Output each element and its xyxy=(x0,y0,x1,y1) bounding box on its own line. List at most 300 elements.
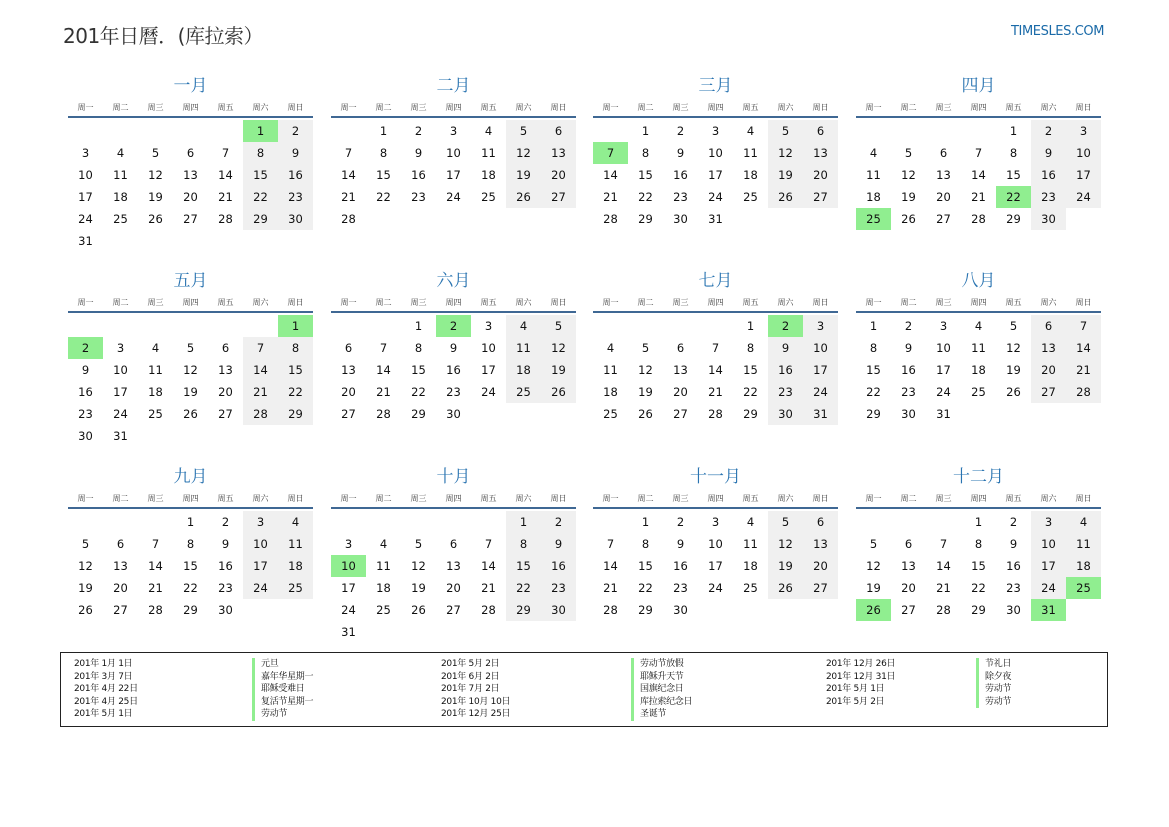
weekday-header: 周四 xyxy=(445,494,462,503)
day-cell: 31 xyxy=(803,403,838,425)
weekday-header: 周二 xyxy=(112,103,129,112)
month-block xyxy=(856,467,1101,647)
day-cell: 27 xyxy=(901,603,916,617)
day-cell: 17 xyxy=(936,363,951,377)
weekday-header: 周五 xyxy=(1005,103,1022,112)
day-cell: 30 xyxy=(901,407,916,421)
day-cell: 2 xyxy=(676,124,685,138)
weekday-header: 周五 xyxy=(1005,494,1022,503)
holiday-day-cell: 2 xyxy=(68,337,103,359)
weekday-header: 周五 xyxy=(1005,298,1022,307)
month-title: 八月 xyxy=(961,271,996,291)
weekday-header: 周六 xyxy=(1040,103,1057,112)
day-cell: 23 xyxy=(78,407,93,421)
day-cell: 10 xyxy=(803,337,838,359)
day-cell: 27 xyxy=(936,212,951,226)
month-title: 十月 xyxy=(436,467,471,487)
month-title: 九月 xyxy=(173,467,208,487)
day-cell: 4 xyxy=(746,515,755,529)
month-title: 二月 xyxy=(436,76,471,96)
month-block xyxy=(68,467,313,647)
holiday-day-cell: 7 xyxy=(593,142,628,164)
weekday-header: 周二 xyxy=(900,103,917,112)
day-cell: 27 xyxy=(341,407,356,421)
day-cell: 11 xyxy=(743,537,758,551)
weekday-header: 周三 xyxy=(410,103,427,112)
day-cell: 17 xyxy=(78,190,93,204)
holiday-day-cell: 31 xyxy=(1031,599,1066,621)
day-cell: 10 xyxy=(113,363,128,377)
weekday-header: 周日 xyxy=(287,103,304,112)
day-cell: 17 xyxy=(446,168,461,182)
weekday-header: 周日 xyxy=(1075,298,1092,307)
header-rule xyxy=(856,311,1101,313)
legend-date: 201年 4月 25日 xyxy=(74,696,138,707)
day-cell: 7 xyxy=(151,537,160,551)
day-cell: 11 xyxy=(1066,533,1101,555)
day-cell: 3 xyxy=(81,146,90,160)
month-title: 四月 xyxy=(961,76,996,96)
site-link[interactable]: TIMESLES.COM xyxy=(1011,24,1105,39)
month-block xyxy=(331,467,576,647)
day-cell: 24 xyxy=(243,577,278,599)
header-rule xyxy=(68,507,313,509)
day-cell: 26 xyxy=(506,186,541,208)
day-cell: 25 xyxy=(113,212,128,226)
day-cell: 9 xyxy=(1031,142,1066,164)
day-cell: 21 xyxy=(1066,359,1101,381)
day-cell: 8 xyxy=(641,146,650,160)
day-cell: 27 xyxy=(673,407,688,421)
weekday-header: 周三 xyxy=(410,298,427,307)
month-block xyxy=(593,467,838,647)
legend-date: 201年 4月 22日 xyxy=(74,684,138,694)
legend-holiday-name: 劳动节 xyxy=(976,696,1011,709)
day-cell: 27 xyxy=(113,603,128,617)
holiday-day-cell: 1 xyxy=(278,315,313,337)
day-cell: 7 xyxy=(1066,315,1101,337)
day-cell: 15 xyxy=(411,363,426,377)
day-cell: 24 xyxy=(78,212,93,226)
day-cell: 17 xyxy=(1031,555,1066,577)
weekday-header: 周四 xyxy=(182,103,199,112)
day-cell: 1 xyxy=(641,124,650,138)
day-cell: 7 xyxy=(379,341,388,355)
header-rule xyxy=(68,116,313,118)
day-cell: 17 xyxy=(243,555,278,577)
day-cell: 5 xyxy=(904,146,913,160)
day-cell: 21 xyxy=(341,190,356,204)
day-cell: 24 xyxy=(803,381,838,403)
day-cell: 6 xyxy=(904,537,913,551)
weekday-header: 周五 xyxy=(217,298,234,307)
day-cell: 6 xyxy=(676,341,685,355)
weekday-header: 周六 xyxy=(515,298,532,307)
weekday-header: 周三 xyxy=(935,298,952,307)
day-cell: 28 xyxy=(1066,381,1101,403)
legend-date: 201年 3月 7日 xyxy=(74,671,133,682)
day-cell: 3 xyxy=(939,319,948,333)
day-cell: 6 xyxy=(803,120,838,142)
day-cell: 27 xyxy=(803,186,838,208)
day-cell: 5 xyxy=(151,146,160,160)
day-cell: 31 xyxy=(341,625,356,639)
day-cell: 9 xyxy=(676,146,685,160)
day-cell: 24 xyxy=(1031,577,1066,599)
day-cell: 7 xyxy=(711,341,720,355)
day-cell: 13 xyxy=(673,363,688,377)
day-cell: 25 xyxy=(743,581,758,595)
day-cell: 14 xyxy=(376,363,391,377)
weekday-header: 周一 xyxy=(77,103,94,112)
weekday-header: 周一 xyxy=(602,298,619,307)
day-cell: 15 xyxy=(243,164,278,186)
legend-holiday-name: 复活节星期一 xyxy=(252,696,313,709)
weekday-header: 周二 xyxy=(375,103,392,112)
legend-holiday-name: 劳动节 xyxy=(976,683,1011,696)
day-cell: 26 xyxy=(901,212,916,226)
weekday-header: 周一 xyxy=(77,298,94,307)
day-cell: 23 xyxy=(411,190,426,204)
day-cell: 20 xyxy=(218,385,233,399)
day-cell: 22 xyxy=(376,190,391,204)
weekday-header: 周二 xyxy=(637,298,654,307)
day-cell: 16 xyxy=(1006,559,1021,573)
day-cell: 8 xyxy=(506,533,541,555)
day-cell: 12 xyxy=(768,142,803,164)
weekday-header: 周二 xyxy=(900,298,917,307)
day-cell: 19 xyxy=(78,581,93,595)
day-cell: 29 xyxy=(638,603,653,617)
weekday-header: 周五 xyxy=(217,494,234,503)
day-cell: 16 xyxy=(768,359,803,381)
legend-dates-col-3 xyxy=(826,658,895,708)
day-cell: 22 xyxy=(278,381,313,403)
day-cell: 20 xyxy=(341,385,356,399)
day-cell: 4 xyxy=(974,319,983,333)
day-cell: 29 xyxy=(243,208,278,230)
day-cell: 28 xyxy=(218,212,233,226)
day-cell: 24 xyxy=(936,385,951,399)
day-cell: 4 xyxy=(278,511,313,533)
day-cell: 30 xyxy=(768,403,803,425)
weekday-header: 周六 xyxy=(777,494,794,503)
day-cell: 12 xyxy=(866,559,881,573)
weekday-header: 周六 xyxy=(515,494,532,503)
day-cell: 24 xyxy=(341,603,356,617)
weekday-header: 周四 xyxy=(970,103,987,112)
day-cell: 10 xyxy=(481,341,496,355)
day-cell: 21 xyxy=(243,381,278,403)
day-cell: 5 xyxy=(186,341,195,355)
day-cell: 1 xyxy=(414,319,423,333)
day-cell: 8 xyxy=(278,337,313,359)
day-cell: 2 xyxy=(278,120,313,142)
day-cell: 25 xyxy=(603,407,618,421)
header-rule xyxy=(331,507,576,509)
weekday-header: 周三 xyxy=(672,494,689,503)
holiday-legend xyxy=(60,652,1108,727)
day-cell: 1 xyxy=(379,124,388,138)
month-title: 六月 xyxy=(436,271,471,291)
day-cell: 23 xyxy=(673,581,688,595)
legend-holiday-name: 除夕夜 xyxy=(976,671,1011,684)
month-block xyxy=(593,271,838,451)
day-cell: 30 xyxy=(541,599,576,621)
month-title: 十二月 xyxy=(953,467,1004,487)
day-cell: 1 xyxy=(974,515,983,529)
legend-holiday-name: 劳动节 xyxy=(252,708,313,721)
day-cell: 14 xyxy=(218,168,233,182)
day-cell: 23 xyxy=(901,385,916,399)
day-cell: 3 xyxy=(711,515,720,529)
day-cell: 6 xyxy=(221,341,230,355)
day-cell: 9 xyxy=(676,537,685,551)
weekday-header: 周二 xyxy=(112,298,129,307)
month-block xyxy=(593,76,838,256)
day-cell: 22 xyxy=(743,385,758,399)
header-rule xyxy=(593,116,838,118)
day-cell: 11 xyxy=(743,146,758,160)
day-cell: 4 xyxy=(746,124,755,138)
day-cell: 31 xyxy=(113,429,128,443)
day-cell: 23 xyxy=(673,190,688,204)
day-cell: 7 xyxy=(484,537,493,551)
day-cell: 21 xyxy=(481,581,496,595)
weekday-header: 周三 xyxy=(147,494,164,503)
day-cell: 5 xyxy=(869,537,878,551)
day-cell: 8 xyxy=(641,537,650,551)
page-title: 201年日曆．(库拉索） xyxy=(63,24,263,48)
weekday-header: 周六 xyxy=(1040,494,1057,503)
day-cell: 8 xyxy=(869,341,878,355)
month-title: 三月 xyxy=(698,76,733,96)
day-cell: 30 xyxy=(673,212,688,226)
weekday-header: 周二 xyxy=(900,494,917,503)
day-cell: 30 xyxy=(446,407,461,421)
day-cell: 6 xyxy=(116,537,125,551)
day-cell: 30 xyxy=(78,429,93,443)
day-cell: 3 xyxy=(1031,511,1066,533)
day-cell: 14 xyxy=(936,559,951,573)
day-cell: 18 xyxy=(603,385,618,399)
day-cell: 11 xyxy=(113,168,128,182)
day-cell: 16 xyxy=(1031,164,1066,186)
day-cell: 15 xyxy=(866,363,881,377)
day-cell: 6 xyxy=(186,146,195,160)
day-cell: 15 xyxy=(183,559,198,573)
day-cell: 25 xyxy=(971,385,986,399)
day-cell: 23 xyxy=(1006,581,1021,595)
day-cell: 29 xyxy=(506,599,541,621)
day-cell: 3 xyxy=(449,124,458,138)
day-cell: 28 xyxy=(243,403,278,425)
holiday-day-cell: 26 xyxy=(856,599,891,621)
day-cell: 19 xyxy=(901,190,916,204)
day-cell: 21 xyxy=(708,385,723,399)
day-cell: 13 xyxy=(803,142,838,164)
day-cell: 11 xyxy=(971,341,986,355)
header-rule xyxy=(856,116,1101,118)
day-cell: 1 xyxy=(746,319,755,333)
day-cell: 21 xyxy=(971,190,986,204)
day-cell: 14 xyxy=(971,168,986,182)
day-cell: 28 xyxy=(376,407,391,421)
day-cell: 8 xyxy=(243,142,278,164)
day-cell: 23 xyxy=(541,577,576,599)
month-block xyxy=(331,271,576,451)
day-cell: 6 xyxy=(803,511,838,533)
day-cell: 28 xyxy=(481,603,496,617)
day-cell: 23 xyxy=(446,385,461,399)
day-cell: 7 xyxy=(221,146,230,160)
legend-date: 201年 12月 26日 xyxy=(826,659,896,669)
day-cell: 24 xyxy=(113,407,128,421)
day-cell: 15 xyxy=(638,559,653,573)
day-cell: 31 xyxy=(78,234,93,248)
day-cell: 28 xyxy=(971,212,986,226)
legend-names-col-1 xyxy=(252,658,313,721)
weekday-header: 周五 xyxy=(480,298,497,307)
day-cell: 26 xyxy=(1006,385,1021,399)
weekday-header: 周四 xyxy=(445,103,462,112)
day-cell: 3 xyxy=(243,511,278,533)
day-cell: 6 xyxy=(449,537,458,551)
day-cell: 22 xyxy=(638,190,653,204)
day-cell: 18 xyxy=(1066,555,1101,577)
day-cell: 22 xyxy=(866,385,881,399)
day-cell: 17 xyxy=(341,581,356,595)
day-cell: 23 xyxy=(768,381,803,403)
legend-date: 201年 12月 31日 xyxy=(826,671,896,682)
day-cell: 10 xyxy=(446,146,461,160)
legend-date: 201年 5月 1日 xyxy=(74,709,133,719)
day-cell: 16 xyxy=(541,555,576,577)
day-cell: 4 xyxy=(869,146,878,160)
day-cell: 15 xyxy=(376,168,391,182)
day-cell: 13 xyxy=(446,559,461,573)
legend-date: 201年 7月 2日 xyxy=(441,684,500,694)
day-cell: 2 xyxy=(541,511,576,533)
day-cell: 12 xyxy=(411,559,426,573)
legend-date: 201年 12月 25日 xyxy=(441,709,511,719)
day-cell: 19 xyxy=(541,359,576,381)
day-cell: 11 xyxy=(481,146,496,160)
day-cell: 24 xyxy=(481,385,496,399)
day-cell: 29 xyxy=(971,603,986,617)
day-cell: 19 xyxy=(1006,363,1021,377)
weekday-header: 周三 xyxy=(672,298,689,307)
weekday-header: 周日 xyxy=(550,494,567,503)
legend-date: 201年 5月 2日 xyxy=(826,696,885,707)
weekday-header: 周六 xyxy=(1040,298,1057,307)
holiday-day-cell: 2 xyxy=(436,315,471,337)
day-cell: 7 xyxy=(606,537,615,551)
day-cell: 9 xyxy=(278,142,313,164)
day-cell: 10 xyxy=(708,146,723,160)
day-cell: 20 xyxy=(803,164,838,186)
day-cell: 11 xyxy=(148,363,163,377)
day-cell: 21 xyxy=(603,190,618,204)
weekday-header: 周四 xyxy=(182,298,199,307)
day-cell: 3 xyxy=(344,537,353,551)
day-cell: 16 xyxy=(218,559,233,573)
day-cell: 21 xyxy=(148,581,163,595)
day-cell: 25 xyxy=(743,190,758,204)
day-cell: 3 xyxy=(1066,120,1101,142)
legend-date: 201年 6月 2日 xyxy=(441,671,500,682)
day-cell: 6 xyxy=(541,120,576,142)
day-cell: 22 xyxy=(183,581,198,595)
weekday-header: 周日 xyxy=(812,494,829,503)
legend-holiday-name: 耶稣升天节 xyxy=(631,671,692,684)
day-cell: 17 xyxy=(1066,164,1101,186)
day-cell: 26 xyxy=(768,186,803,208)
legend-holiday-name: 圣诞节 xyxy=(631,708,692,721)
day-cell: 9 xyxy=(449,341,458,355)
day-cell: 8 xyxy=(974,537,983,551)
weekday-header: 周四 xyxy=(445,298,462,307)
day-cell: 20 xyxy=(446,581,461,595)
day-cell: 4 xyxy=(606,341,615,355)
day-cell: 20 xyxy=(673,385,688,399)
day-cell: 27 xyxy=(1031,381,1066,403)
day-cell: 17 xyxy=(481,363,496,377)
day-cell: 26 xyxy=(638,407,653,421)
legend-holiday-name: 国旗纪念日 xyxy=(631,683,692,696)
day-cell: 20 xyxy=(901,581,916,595)
day-cell: 5 xyxy=(541,315,576,337)
day-cell: 12 xyxy=(1006,341,1021,355)
day-cell: 14 xyxy=(243,359,278,381)
weekday-header: 周五 xyxy=(742,494,759,503)
day-cell: 14 xyxy=(603,559,618,573)
day-cell: 20 xyxy=(541,164,576,186)
day-cell: 4 xyxy=(506,315,541,337)
day-cell: 5 xyxy=(768,120,803,142)
weekday-header: 周日 xyxy=(287,298,304,307)
day-cell: 17 xyxy=(708,168,723,182)
day-cell: 28 xyxy=(936,603,951,617)
day-cell: 16 xyxy=(411,168,426,182)
day-cell: 20 xyxy=(936,190,951,204)
day-cell: 22 xyxy=(971,581,986,595)
weekday-header: 周五 xyxy=(217,103,234,112)
day-cell: 15 xyxy=(743,363,758,377)
day-cell: 31 xyxy=(708,212,723,226)
day-cell: 2 xyxy=(676,515,685,529)
weekday-header: 周四 xyxy=(707,494,724,503)
weekday-header: 周五 xyxy=(480,103,497,112)
day-cell: 6 xyxy=(344,341,353,355)
weekday-header: 周一 xyxy=(340,103,357,112)
day-cell: 20 xyxy=(183,190,198,204)
day-cell: 23 xyxy=(1031,186,1066,208)
day-cell: 17 xyxy=(708,559,723,573)
day-cell: 13 xyxy=(1031,337,1066,359)
day-cell: 4 xyxy=(151,341,160,355)
day-cell: 12 xyxy=(506,142,541,164)
day-cell: 25 xyxy=(278,577,313,599)
day-cell: 12 xyxy=(638,363,653,377)
day-cell: 9 xyxy=(414,146,423,160)
day-cell: 13 xyxy=(803,533,838,555)
legend-holiday-name: 节礼日 xyxy=(976,658,1011,671)
header-rule xyxy=(593,507,838,509)
day-cell: 18 xyxy=(971,363,986,377)
legend-date: 201年 5月 2日 xyxy=(441,659,500,669)
day-cell: 5 xyxy=(414,537,423,551)
